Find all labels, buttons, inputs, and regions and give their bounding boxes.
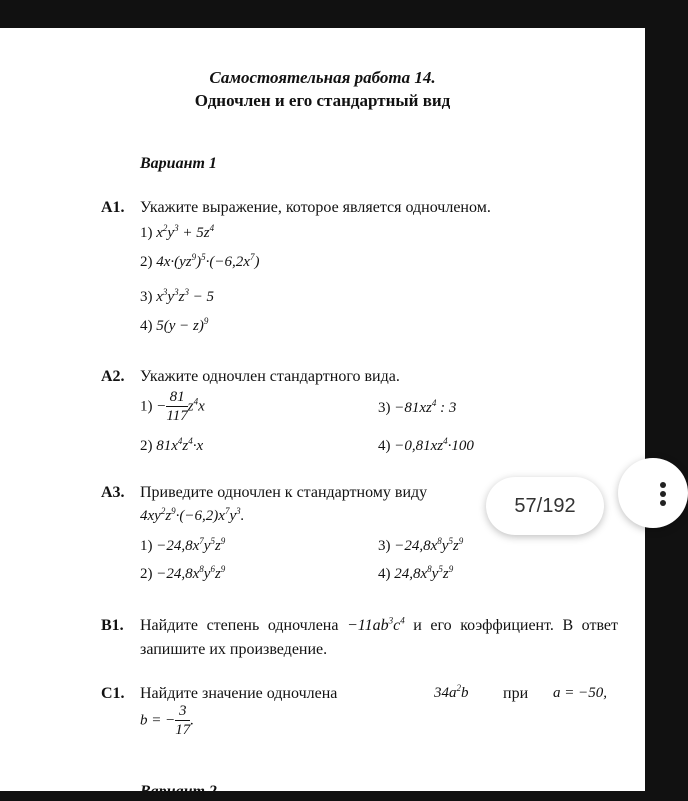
doc-title: Самостоятельная работа 14. (209, 68, 436, 87)
a3-question: Приведите одночлен к стандартному виду (140, 484, 428, 501)
page-counter-badge: 57/192 (486, 477, 604, 535)
a1-number: А1. (101, 199, 125, 216)
a1-option-1: 1) $x^2y^3 + 5z^4$ (140, 223, 215, 241)
a1-question: Укажите выражение, которое является одночленом. (140, 199, 491, 216)
a2-option-2: 2) $81x^4z^4\cdot x$ (140, 436, 204, 454)
a2-option-3: $3) -81xz^4$ : 3 (378, 398, 457, 416)
a3-option-2: $2) -24,8x^8y^6z^9$ (140, 564, 226, 582)
a1-option-2: 2) $4x\cdot(yz^9)^5\cdot(-6,2x^7)$ (140, 252, 260, 270)
a1-option-4: 4) $5(y - z)^9$ (140, 316, 209, 334)
c1-b-value: b = − $\frac{3}{17}$ . (140, 703, 194, 738)
a2-option-1: 1) − $\frac{81}{117}$ $z^4x$ (140, 389, 205, 424)
a3-option-1: $1) -24,8x^7y^5z^9$ (140, 536, 226, 554)
drag-dots-icon (660, 482, 666, 509)
c1-a-value: a = −50, (553, 685, 607, 701)
scroll-handle[interactable] (618, 458, 688, 528)
document-page (0, 28, 645, 800)
c1-number: С1. (101, 685, 125, 702)
variant-2-heading: Вариант 2 (140, 783, 217, 800)
b1-number: В1. (101, 617, 124, 634)
c1-at-word: при (503, 685, 529, 702)
a3-option-3: $3) -24,8x^8y^5z^9$ (378, 536, 464, 554)
a1-option-3: 3) $x^3y^3z^3 - 5$ (140, 287, 215, 305)
b1-question: Найдите степень одночлена $-11ab^3c^4$ и его коэффициент. В ответ запишите их произведение. (140, 615, 618, 658)
variant-1-heading: Вариант 1 (140, 155, 217, 172)
a3-number: А3. (101, 484, 125, 501)
c1-monomial: $34a^2b$ (434, 683, 469, 701)
a3-option-4: 4) $24,8x^8y^5z^9$ (378, 564, 454, 582)
doc-subtitle: Одночлен и его стандартный вид (194, 91, 451, 110)
a2-number: А2. (101, 368, 125, 385)
c1-question: Найдите значение одночлена (140, 685, 338, 702)
a2-option-4: $4) -0,81xz^4\cdot 100$ (378, 436, 474, 454)
a2-question: Укажите одночлен стандартного вида. (140, 368, 400, 385)
a3-expression: $4xy^2z^9\cdot(-6,2)x^7y^3$. (140, 506, 245, 524)
